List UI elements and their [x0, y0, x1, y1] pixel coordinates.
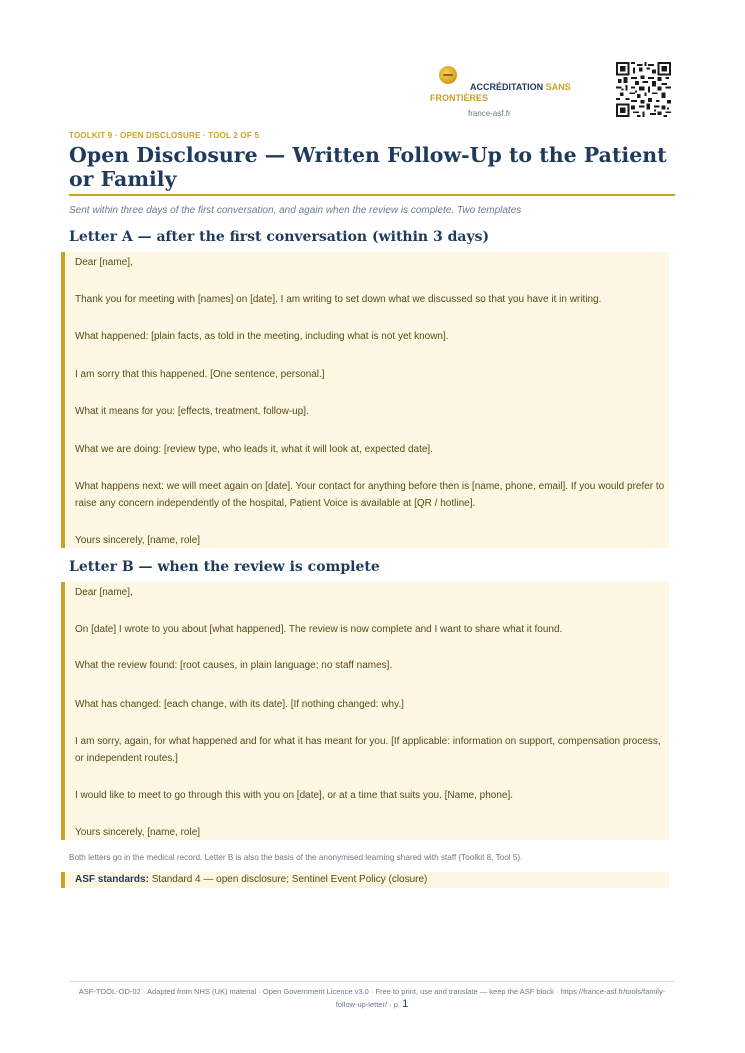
toolkit-kicker: TOOLKIT 9 · OPEN DISCLOSURE · TOOL 2 OF 5	[69, 131, 260, 140]
letter-a-paragraph: Thank you for meeting with [names] on [date]. I am writing to set down what we discussed so that you have it in writing.	[75, 294, 602, 305]
letter-a-heading: Letter A — after the first conversation (within 3 days)	[69, 229, 490, 245]
letter-a-template	[61, 252, 669, 548]
footer-licence: Open Government Licence v3.0	[262, 987, 369, 996]
letter-b-paragraph: I am sorry, again, for what happened and for what it has meant for you. [If applicable: information on support, compensation process, or independent routes.]	[75, 736, 661, 764]
letter-b-paragraph: Yours sincerely, [name, role]	[75, 827, 201, 838]
brand-name-part2: SANS FRONTIÈRES	[430, 82, 571, 103]
page-subtitle: Sent within three days of the first conversation, and again when the review is complete. Two templates	[69, 205, 522, 216]
letter-a-paragraph: Yours sincerely, [name, role]	[75, 535, 201, 546]
letter-a-paragraph: Dear [name],	[75, 257, 133, 268]
letter-b-heading: Letter B — when the review is complete	[69, 559, 380, 575]
brand-url: france-asf.fr	[468, 109, 511, 118]
letter-b-paragraph: What has changed: [each change, with its date]. [If nothing changed: why.]	[75, 699, 404, 710]
footer-page-number: 1	[402, 998, 409, 1010]
title-divider	[69, 194, 675, 196]
footer-link[interactable]: https://france-asf.fr/tools/family-follow-up-letter/	[335, 987, 666, 1009]
letter-a-paragraph: What happens next: we will meet again on [date]. Your contact for anything before then is [name, phone, email]. If you would prefer to raise any concern independently of the hospital, Patient Voice is available at [QR / hotline].	[75, 481, 665, 509]
footer-doc-code: ASF-TOOL-OD-02	[78, 987, 141, 996]
footer-page-prefix: p.	[393, 1000, 400, 1009]
asf-standards-text: Standard 4 — open disclosure; Sentinel Event Policy (closure)	[151, 874, 428, 885]
letter-a-paragraph: What we are doing: [review type, who leads it, what it will look at, expected date].	[75, 444, 433, 455]
letter-a-paragraph: I am sorry that this happened. [One sentence, personal.]	[75, 369, 325, 380]
letter-b-paragraph: Dear [name],	[75, 587, 133, 598]
footer-usage: Free to print, use and translate — keep the ASF block	[375, 987, 554, 996]
letter-b-paragraph: On [date] I wrote to you about [what happened]. The review is now complete and I want to share what it found.	[75, 624, 563, 635]
letter-b-paragraph: I would like to meet to go through this with you on [date], or at a time that suits you. [Name, phone].	[75, 790, 514, 801]
qr-code-icon	[616, 62, 671, 117]
letter-b-paragraph: What the review found: [root causes, in plain language; no staff names].	[75, 660, 393, 671]
footer-divider	[69, 981, 675, 982]
page-footer: ASF-TOOL-OD-02 · Adapted from NHS (UK) material · Open Government Licence v3.0 · Free to print, use and translate — keep the ASF block · https://france-asf.fr/tools/family-follow-up-letter/ · p. 1	[78, 987, 666, 1010]
brand-name-part1: ACCRÉDITATION	[470, 82, 544, 92]
letter-a-paragraph: What happened: [plain facts, as told in the meeting, including what is not yet known].	[75, 331, 449, 342]
asf-standards-box	[61, 872, 669, 888]
page-title: Open Disclosure — Written Follow-Up to the Patient or Family	[69, 143, 667, 191]
record-note: Both letters go in the medical record. Letter B is also the basis of the anonymised learning shared with staff (Toolkit 8, Tool 5).	[69, 853, 523, 862]
footer-source: Adapted from NHS (UK) material	[147, 987, 257, 996]
brand-name	[430, 82, 600, 104]
letter-b-template	[61, 582, 669, 840]
asf-standards-label: ASF standards:	[75, 874, 149, 885]
letter-a-paragraph: What it means for you: [effects, treatment, follow-up].	[75, 406, 309, 417]
